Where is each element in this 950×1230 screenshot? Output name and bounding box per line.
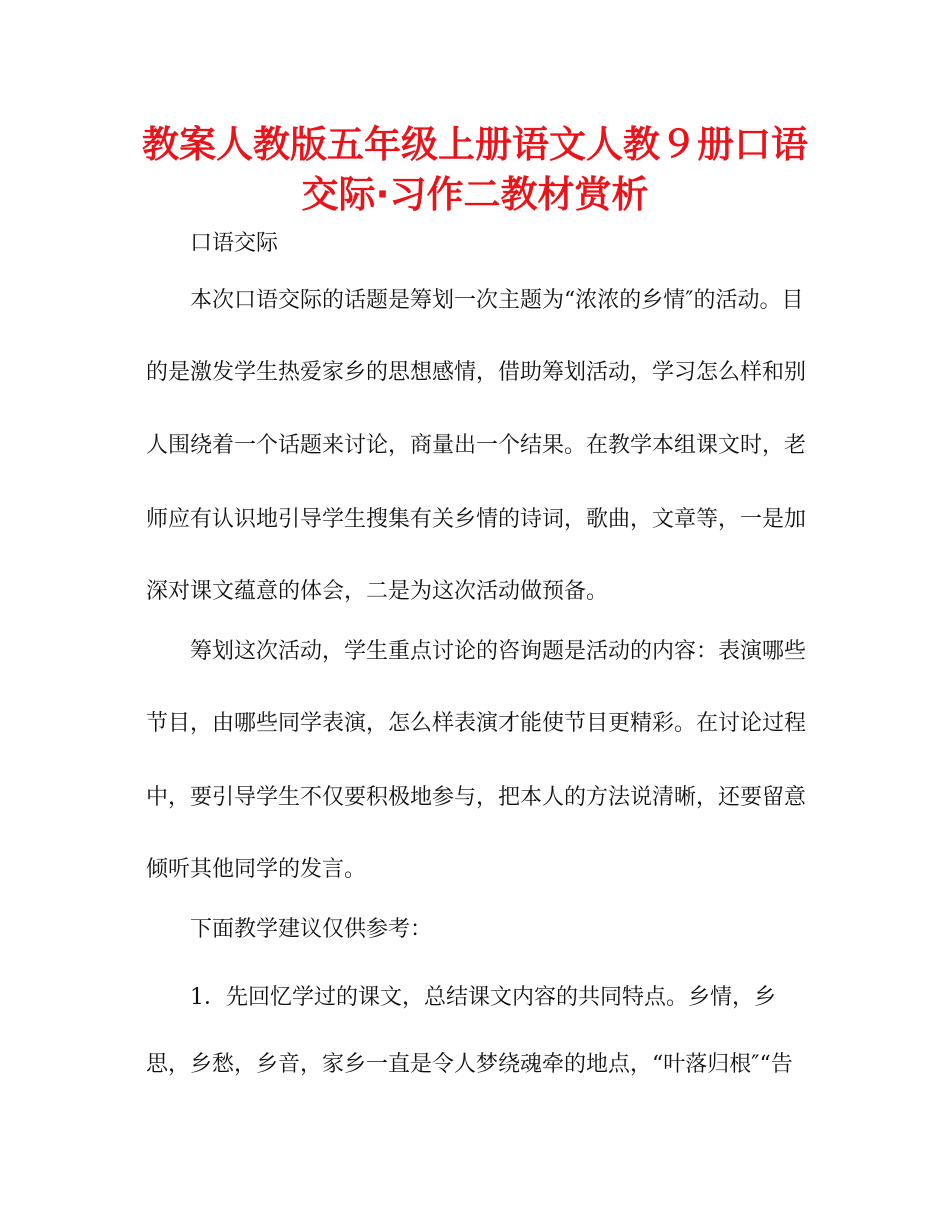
list-item-line: 1．先回忆学过的课文，总结课文内容的共同特点。乡情，乡 <box>190 985 776 1010</box>
paragraph-line: 倾听其他同学的发言。 <box>146 857 367 882</box>
paragraph-line: 的是激发学生热爱家乡的思想感情，借助筹划活动，学习怎么样和别 <box>146 360 807 385</box>
document-title-line-2: 交际·习作二教材赏析 <box>301 173 649 216</box>
section-heading: 口语交际 <box>190 231 279 256</box>
paragraph-line: 节目，由哪些同学表演，怎么样表演才能使节目更精彩。在讨论过程 <box>146 711 807 736</box>
document-title-line-1: 教案人教版五年级上册语文人教９册口语 <box>142 123 808 166</box>
paragraph-line: 人围绕着一个话题来讨论，商量出一个结果。在教学本组课文时，老 <box>146 433 807 458</box>
paragraph-line: 筹划这次活动，学生重点讨论的咨询题是活动的内容：表演哪些 <box>190 639 807 664</box>
paragraph-line: 下面教学建议仅供参考： <box>190 917 433 942</box>
paragraph-line: 师应有认识地引导学生搜集有关乡情的诗词，歌曲，文章等，一是加 <box>146 507 807 532</box>
paragraph-line: 本次口语交际的话题是筹划一次主题为“浓浓的乡情″的活动。目 <box>190 288 804 313</box>
paragraph-line: 中，要引导学生不仅要积极地参与，把本人的方法说清晰，还要留意 <box>146 785 807 810</box>
list-item-line: 思，乡愁，乡音，家乡一直是令人梦绕魂牵的地点，“叶落归根″“告 <box>146 1052 793 1077</box>
paragraph-line: 深对课文蕴意的体会，二是为这次活动做预备。 <box>146 579 609 604</box>
